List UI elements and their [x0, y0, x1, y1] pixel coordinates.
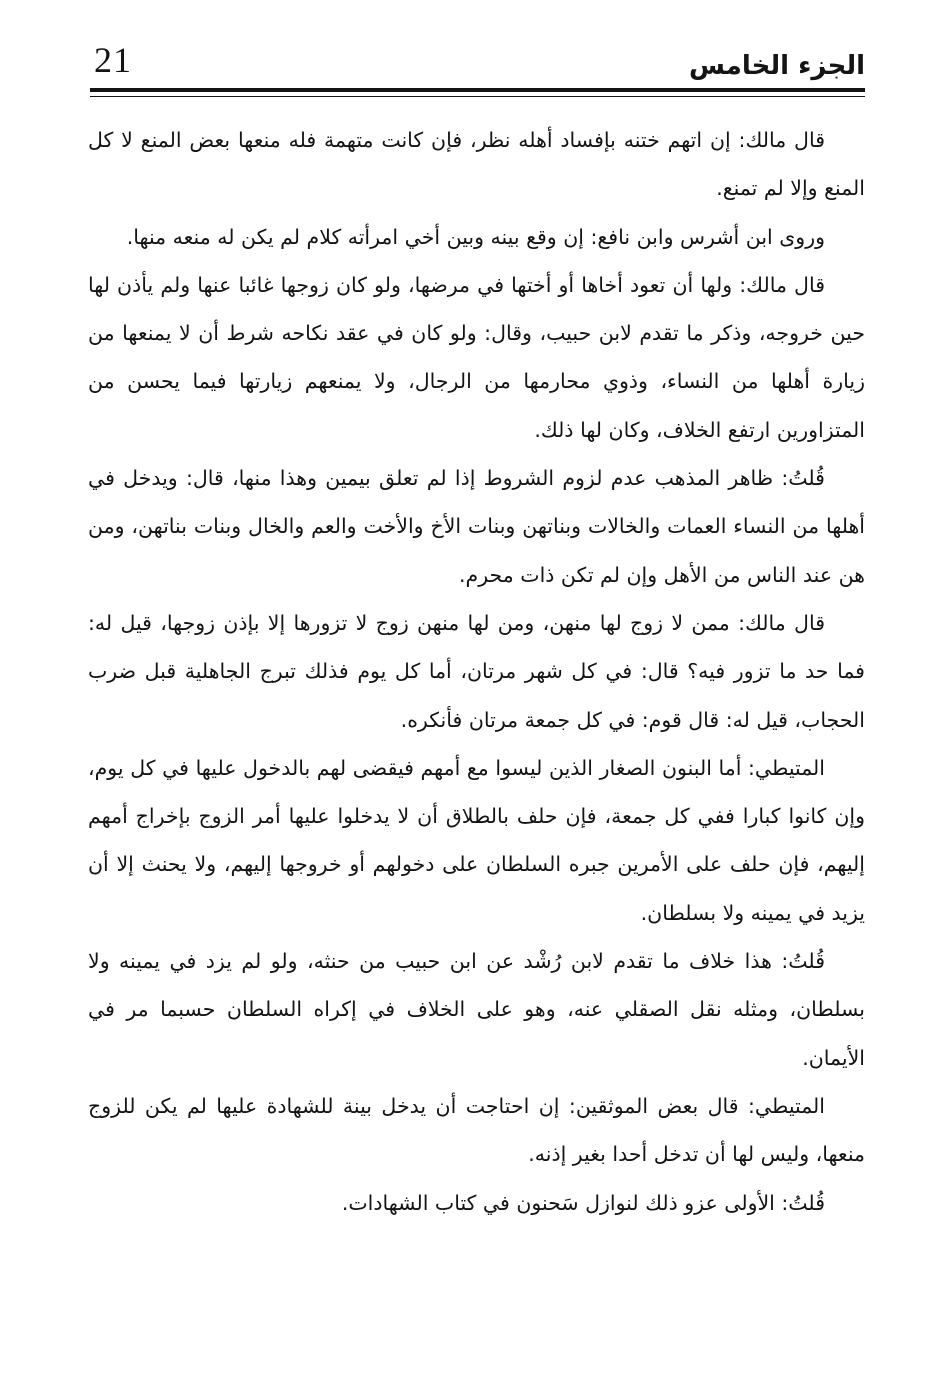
page-number: 21: [94, 40, 132, 80]
paragraph-3: قال مالك: ولها أن تعود أخاها أو أختها في مرضها، ولو كان زوجها غائبا عنها ولم يأذن لها حين خروجه، وذكر ما تقدم لابن حبيب، وقال: ولو كان في عقد نكاحه شرط أن لا يمنعها من زيارة أهلها من النساء، وذوي محارمها من الرجال، ولا يمنعهم زيارتها فيما يحسن من المتزاورين ارتفع الخلاف، وكان لها ذلك.: [88, 272, 865, 442]
body-text: [88, 116, 865, 1227]
paragraph-4: قُلتُ: ظاهر المذهب عدم لزوم الشروط إذا لم تعلق بيمين وهذا منها، قال: ويدخل في أهلها من النساء العمات والخالات وبناتهن وبنات الأخ والأخت والعم والخال وبنات بناتهن، ومن هن عند الناس من الأهل وإن لم تكن ذات محرم.: [88, 466, 865, 587]
paragraph-8: المتيطي: قال بعض الموثقين: إن احتاجت أن يدخل بينة للشهادة عليها لم يكن للزوج منعها، وليس لها أن تدخل أحدا بغير إذنه.: [88, 1093, 865, 1167]
running-title: الجزء الخامس: [689, 51, 865, 81]
page-header: [90, 36, 865, 88]
header-rule-thin: [90, 96, 865, 97]
paragraph-2: وروى ابن أشرس وابن نافع: إن وقع بينه وبين أخي امرأته كلام لم يكن له منعه منها.: [126, 224, 825, 249]
header-rule-thick: [90, 88, 865, 92]
paragraph-6: المتيطي: أما البنون الصغار الذين ليسوا مع أمهم فيقضى لهم بالدخول عليها في كل يوم، وإن كانوا كبارا ففي كل جمعة، فإن حلف بالطلاق أن لا يدخلوا عليها أمر الزوج بإخراج أمهم إليهم، فإن حلف على الأمرين جبره السلطان على دخولهم أو خروجها إليهم، ولا يحنث إلا أن يزيد في يمينه ولا بسلطان.: [88, 755, 865, 925]
paragraph-1: قال مالك: إن اتهم ختنه بإفساد أهله نظر، فإن كانت متهمة فله منعها بعض المنع لا كل المنع وإلا لم تمنع.: [88, 128, 865, 201]
paragraph-9: قُلتُ: الأولى عزو ذلك لنوازل سَحنون في كتاب الشهادات.: [341, 1190, 825, 1215]
paragraph-5: قال مالك: ممن لا زوج لها منهن، ومن لها منهن زوج لا تزورها إلا بإذن زوجها، قيل له: فما حد ما تزور فيه؟ قال: في كل شهر مرتان، أما كل يوم فذلك تبرج الجاهلية قبل ضرب الحجاب، قيل له: قال قوم: في كل جمعة مرتان فأنكره.: [88, 610, 865, 732]
paragraph-7: قُلتُ: هذا خلاف ما تقدم لابن رُشْد عن ابن حبيب من حنثه، ولو لم يزد في يمينه ولا بسلطان، ومثله نقل الصقلي عنه، وهو على الخلاف في إكراه السلطان حسبما مر في الأيمان.: [88, 949, 865, 1070]
